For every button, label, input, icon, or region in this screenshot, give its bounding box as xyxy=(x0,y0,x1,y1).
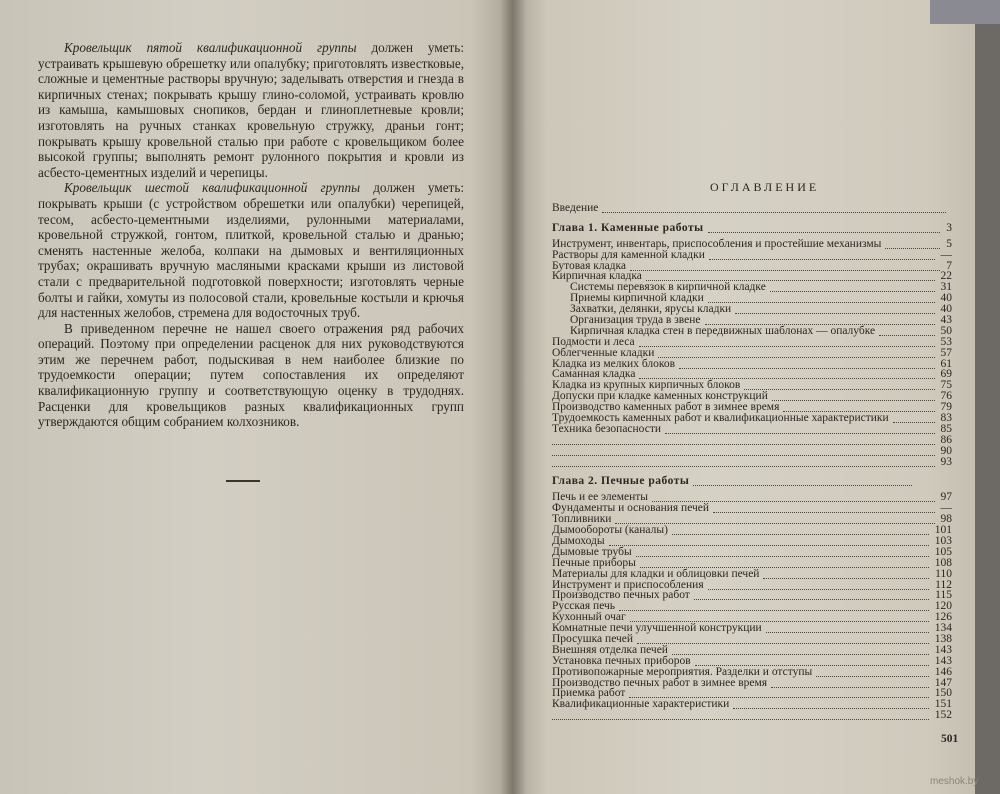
toc-entry-page: 143 xyxy=(934,654,952,667)
toc-entry-title: Инструмент и приспособления xyxy=(552,578,704,591)
toc-leader-dots xyxy=(893,412,935,423)
background-fabric xyxy=(930,0,1000,24)
toc-leader-dots xyxy=(708,292,935,303)
toc-entry-title: Просушка печей xyxy=(552,632,634,645)
toc-entry-page: 61 xyxy=(940,357,952,370)
toc-entry-page: 53 xyxy=(940,335,952,348)
toc-entry-page: 75 xyxy=(940,379,952,392)
toc-entry-page: 147 xyxy=(934,676,952,689)
toc-leader-dots xyxy=(552,445,935,456)
toc-entry xyxy=(552,589,952,600)
toc-entry xyxy=(552,423,952,434)
toc-leader-dots xyxy=(672,524,929,535)
toc-leader-dots xyxy=(619,600,929,611)
toc-entry-title: Производство каменных работ в зимнее время xyxy=(552,401,780,414)
toc-entry-title: Организация труда в звене xyxy=(570,314,701,327)
toc-leader-dots xyxy=(646,270,935,281)
toc-entry xyxy=(552,687,952,698)
toc-leader-dots xyxy=(639,368,934,379)
toc-entry-title: Печные приборы xyxy=(552,556,636,569)
toc-leader-dots xyxy=(658,347,934,358)
toc-entry xyxy=(552,270,952,281)
toc-entry xyxy=(552,568,952,579)
paragraph-body: В приведенном перечне не нашел своего отражения ряд рабочих операций. Поэтому при определении расценок для них руководствуются этим же перечнем работ, подыскивая в нем наиболее близкие по трудоемкости операции; путем сопоставления их определяют квалификационную группу и соответствующую оценку в трудоднях. Расценки для кровельщиков разных квалификационных групп утверждаются общим собранием колхозников. xyxy=(38,320,464,430)
toc-entry-page: 108 xyxy=(934,556,952,569)
toc-entry-page: 103 xyxy=(934,534,952,547)
toc-leader-dots xyxy=(816,666,929,677)
toc-entry-page: 151 xyxy=(934,698,952,711)
background-edge xyxy=(975,24,1000,794)
toc-leader-dots xyxy=(885,238,940,249)
toc-leader-dots xyxy=(694,589,929,600)
toc-leader-dots xyxy=(771,677,929,688)
toc-entry xyxy=(552,611,952,622)
toc-leader-dots xyxy=(552,709,929,720)
toc-leader-dots xyxy=(640,557,929,568)
toc-entry-page: 152 xyxy=(934,709,952,722)
toc-entry-page: 5 xyxy=(946,237,952,250)
toc-entry-title: Дымоходы xyxy=(552,534,605,547)
toc-leader-dots xyxy=(639,336,935,347)
toc-entry xyxy=(552,336,952,347)
toc-entry xyxy=(552,633,952,644)
toc-leader-dots xyxy=(665,423,935,434)
toc-leader-dots xyxy=(629,687,928,698)
toc-entry xyxy=(552,238,952,249)
toc-entry-title: Глава 2. Печные работы xyxy=(552,475,690,488)
table-of-contents xyxy=(552,202,952,720)
toc-entry-title: Квалификационные характеристики xyxy=(552,698,730,711)
toc-entry-page: 57 xyxy=(940,346,952,359)
toc-entry-page: 115 xyxy=(935,589,952,602)
toc-entry-title: Кухонный очаг xyxy=(552,611,626,624)
toc-leader-dots xyxy=(695,655,929,666)
toc-entry-page: 112 xyxy=(935,578,952,591)
toc-entry xyxy=(552,491,952,502)
toc-entry xyxy=(552,412,952,423)
toc-leader-dots xyxy=(602,202,946,213)
toc-entry xyxy=(552,390,952,401)
toc-entry xyxy=(552,358,952,369)
toc-entry xyxy=(552,535,952,546)
toc-entry-title: Производство печных работ в зимнее время xyxy=(552,676,768,689)
toc-entry xyxy=(552,249,952,260)
toc-entry xyxy=(552,401,952,412)
toc-entry xyxy=(552,579,952,590)
toc-entry-page: 22 xyxy=(940,270,952,283)
toc-leader-dots xyxy=(709,249,935,260)
toc-entry-page: 97 xyxy=(940,491,952,504)
toc-entry xyxy=(552,281,952,292)
paragraph-sixth-group xyxy=(38,180,464,320)
toc-leader-dots xyxy=(708,222,941,233)
toc-entry-title: Системы перевязок в кирпичной кладке xyxy=(570,281,766,294)
book-gutter xyxy=(500,0,526,794)
toc-entry xyxy=(552,202,952,213)
toc-entry-title: Противопожарные мероприятия. Разделки и отступы xyxy=(552,665,813,678)
toc-entry xyxy=(552,513,952,524)
toc-entry xyxy=(552,655,952,666)
toc-entry xyxy=(552,546,952,557)
toc-entry-page: 3 xyxy=(946,221,952,234)
toc-entry xyxy=(552,368,952,379)
toc-entry xyxy=(552,524,952,535)
toc-entry-title: Введение xyxy=(552,202,599,214)
toc-entry-page: 120 xyxy=(934,600,952,613)
toc-entry xyxy=(552,709,952,720)
toc-leader-dots xyxy=(552,434,935,445)
toc-leader-dots xyxy=(615,513,934,524)
toc-entry-page: 85 xyxy=(940,422,952,435)
toc-chapter xyxy=(552,222,952,233)
toc-entry-page: 146 xyxy=(934,665,952,678)
toc-entry-title: Фундаменты и основания печей xyxy=(552,502,710,515)
toc-leader-dots xyxy=(672,644,929,655)
toc-leader-dots xyxy=(637,633,929,644)
toc-entry-page: — xyxy=(940,502,952,515)
toc-entry-page: 98 xyxy=(940,513,952,526)
toc-entry-title: Материалы для кладки и облицовки печей xyxy=(552,567,760,580)
toc-leader-dots xyxy=(636,546,929,557)
toc-entry-title: Внешняя отделка печей xyxy=(552,643,668,656)
toc-entry xyxy=(552,557,952,568)
toc-entry-page: 76 xyxy=(940,390,952,403)
toc-entry-title: Трудоемкость каменных работ и квалификационные характеристики xyxy=(552,412,889,425)
paragraph-fifth-group xyxy=(38,40,464,180)
toc-leader-dots xyxy=(783,401,934,412)
toc-leader-dots xyxy=(744,379,934,390)
toc-entry-title: Облегченные кладки xyxy=(552,346,655,359)
toc-entry-page: 86 xyxy=(940,433,952,446)
toc-entry-title: Дымообороты (каналы) xyxy=(552,524,668,537)
toc-leader-dots xyxy=(766,622,929,633)
toc-entry-page: 79 xyxy=(940,401,952,414)
toc-leader-dots xyxy=(679,358,934,369)
toc-leader-dots xyxy=(713,502,934,513)
toc-entry-page: 126 xyxy=(934,611,952,624)
toc-entry-title: Кирпичная кладка xyxy=(552,270,642,283)
toc-entry-title: Кладка из мелких блоков xyxy=(552,357,676,370)
paragraph-closing xyxy=(38,321,464,430)
toc-entry xyxy=(552,445,952,456)
watermark: meshok.by xyxy=(930,776,979,787)
toc-leader-dots xyxy=(693,475,912,486)
toc-entry-title: Глава 1. Каменные работы xyxy=(552,221,704,234)
paragraph-body: должен уметь: покрывать крыши (с устройством обрешетки или опалубки) черепицей, тесом, асбесто-цементными изделиями, рулонными материалами, кровельной стружкой, гонтом, плиткой, кровельной сталью и дранью; сменять настенные желоба, колпаки на дымовых и вентиляционных трубах; окрашивать вручную масляными красками крыши из листовой стали с предварительной подготовкой поверхности; изготовлять черные болты и гайки, хомуты из полосовой стали, кровельные костыли и крючья для настенных желобов, стремена для водосточных труб. xyxy=(38,180,464,321)
toc-entry-page: 134 xyxy=(934,622,952,635)
toc-entry xyxy=(552,292,952,303)
toc-entry xyxy=(552,314,952,325)
section-end-rule xyxy=(226,480,260,482)
toc-entry-title: Приемка работ xyxy=(552,687,626,700)
toc-entry-title: Захватки, делянки, ярусы кладки xyxy=(570,303,732,316)
toc-entry-page: 43 xyxy=(940,314,952,327)
toc-entry-title: Установка печных приборов xyxy=(552,654,691,667)
toc-entry-title: Техника безопасности xyxy=(552,422,661,435)
toc-entry-page: 69 xyxy=(940,368,952,381)
toc-entry-page: 7 xyxy=(946,259,952,272)
toc-entry xyxy=(552,698,952,709)
toc-leader-dots xyxy=(733,698,928,709)
toc-chapter xyxy=(552,475,952,486)
toc-entry-page: 150 xyxy=(934,687,952,700)
toc-entry xyxy=(552,677,952,688)
toc-entry xyxy=(552,379,952,390)
toc-leader-dots xyxy=(705,314,935,325)
toc-entry-title: Кладка из крупных кирпичных блоков xyxy=(552,379,741,392)
toc-entry-title: Дымовые трубы xyxy=(552,545,632,558)
toc-leader-dots xyxy=(879,325,934,336)
toc-entry xyxy=(552,260,952,271)
toc-leader-dots xyxy=(630,260,940,271)
toc-title: ОГЛАВЛЕНИЕ xyxy=(710,180,820,194)
toc-entry-page: 40 xyxy=(940,292,952,305)
paragraph-body: должен уметь: устраивать крышевую обрешетку или опалубку; приготовлять известковые, сложные и цементные растворы вручную; заделывать отверстия и гнезда в кирпичных стенах; покрывать крышу глино-соломой, устраивать кровлю из камыша, камышовых снопиков, бердан и глиноплетневые кровли; изготовлять на ручных станках кровельную стружку, драньи гонт; покрывать крышу кровельной сталью при работе с кровельщиком более высокой группы; выполнять ремонт рулонного покрытия и кровли из асбесто-цементных изделий и черепицы. xyxy=(38,40,464,180)
toc-entry-title: Саманная кладка xyxy=(552,368,636,381)
toc-entry xyxy=(552,666,952,677)
toc-leader-dots xyxy=(609,535,929,546)
toc-entry-page: 90 xyxy=(940,444,952,457)
toc-leader-dots xyxy=(770,281,935,292)
toc-leader-dots xyxy=(772,390,935,401)
toc-entry xyxy=(552,502,952,513)
toc-entry xyxy=(552,303,952,314)
toc-entry xyxy=(552,347,952,358)
toc-entry xyxy=(552,644,952,655)
toc-entry-title: Допуски при кладке каменных конструкций xyxy=(552,390,768,403)
toc-leader-dots xyxy=(630,611,929,622)
toc-entry-title: Инструмент, инвентарь, приспособления и простейшие механизмы xyxy=(552,237,882,250)
toc-entry-page: 138 xyxy=(934,632,952,645)
toc-entry-page: 143 xyxy=(934,643,952,656)
toc-leader-dots xyxy=(552,456,935,467)
paragraph-lead: Кровельщик пятой квалификационной группы xyxy=(64,40,357,55)
toc-entry-title: Топливники xyxy=(552,513,612,526)
toc-entry xyxy=(552,325,952,336)
toc-entry-page: 40 xyxy=(940,303,952,316)
toc-entry xyxy=(552,600,952,611)
toc-entry-title: Русская печь xyxy=(552,600,616,613)
toc-entry-title: Кирпичная кладка стен в передвижных шаблонах — опалубке xyxy=(570,324,876,337)
toc-entry xyxy=(552,434,952,445)
toc-entry-title: Подмости и леса xyxy=(552,335,635,348)
toc-entry-page: 110 xyxy=(935,567,952,580)
paragraph-lead: Кровельщик шестой квалификационной группы xyxy=(64,180,361,196)
page-number: 501 xyxy=(941,733,959,745)
toc-entry xyxy=(552,622,952,633)
toc-entry-title: Растворы для каменной кладки xyxy=(552,248,705,261)
toc-entry-page: — xyxy=(940,248,952,261)
toc-entry-page: 93 xyxy=(940,455,952,468)
toc-entry-page: 31 xyxy=(940,281,952,294)
toc-entry-title: Печь и ее элементы xyxy=(552,491,648,504)
toc-leader-dots xyxy=(652,491,935,502)
toc-entry-page: 50 xyxy=(940,324,952,337)
toc-entry-page: 101 xyxy=(934,524,952,537)
toc-entry-page: 105 xyxy=(934,545,952,558)
toc-entry-title: Приемы кирпичной кладки xyxy=(570,292,704,305)
toc-entry xyxy=(552,456,952,467)
toc-entry-title: Комнатные печи улучшенной конструкции xyxy=(552,622,762,635)
toc-leader-dots xyxy=(735,303,934,314)
toc-entry-title: Бутовая кладка xyxy=(552,259,627,272)
toc-leader-dots xyxy=(763,568,929,579)
toc-entry-title: Производство печных работ xyxy=(552,589,690,602)
left-page-text xyxy=(38,40,464,430)
toc-leader-dots xyxy=(708,579,930,590)
toc-entry-page: 83 xyxy=(940,412,952,425)
